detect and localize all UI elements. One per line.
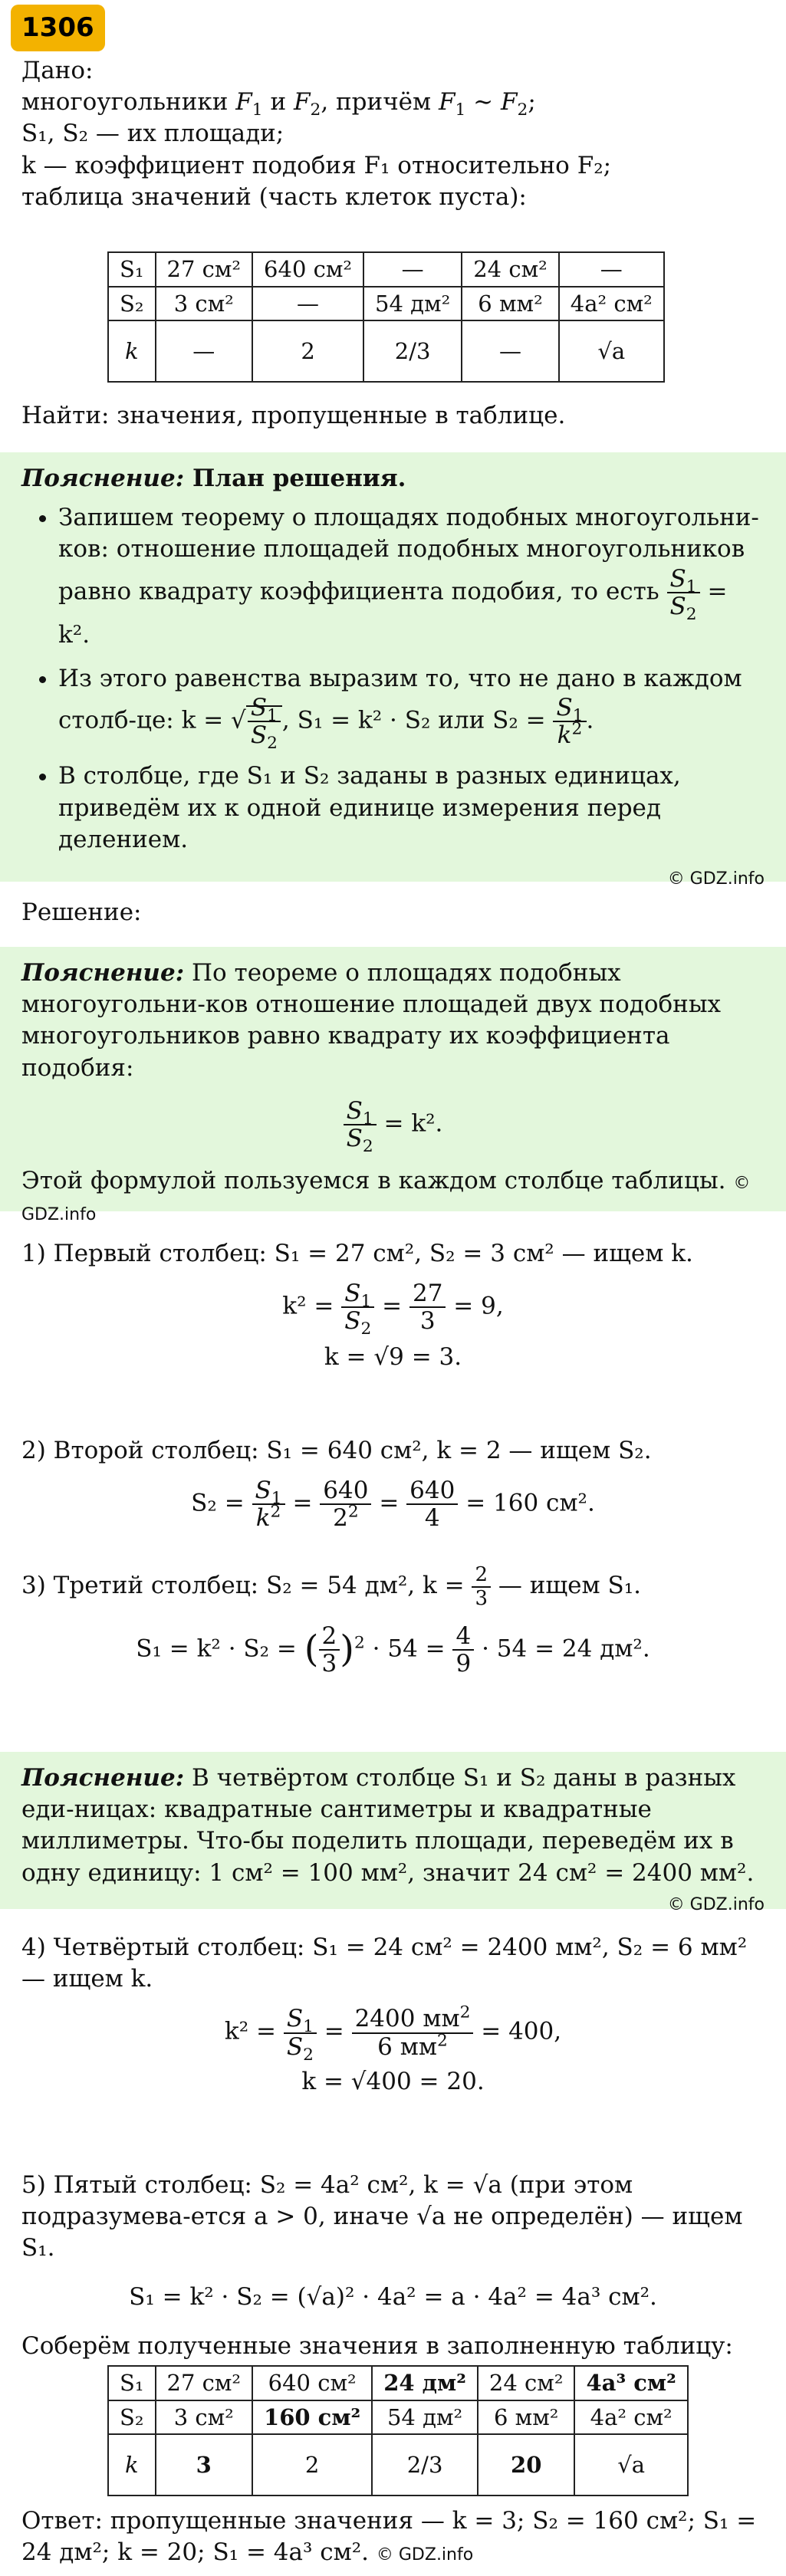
answer-line: Ответ: пропущенные значения — k = 3; S₂ = 160 см²; S₁ = 24 дм²; k = 20; S₁ = 4a³ см². © GDZ.info xyxy=(21,2507,757,2567)
table-cell: 4a³ см² xyxy=(574,2366,687,2400)
table-cell: 3 см² xyxy=(156,2400,253,2435)
given-section xyxy=(21,55,765,213)
table-cell: 3 xyxy=(156,2434,253,2496)
step-1-formula-1: k² = $\frac{S_1}{S_2}$ = $\frac{27}{3}$ = 9, xyxy=(282,1280,504,1339)
table-cell: — xyxy=(462,320,559,382)
note-box-1 xyxy=(0,947,786,1225)
given-line-4: таблица значений (часть клеток пуста): xyxy=(21,182,527,211)
step-5-text: 5) Пятый столбец: S₂ = 4a² см², k = √a (при этом подразумева-ется a > 0, иначе √a не определён) — ищем S₁. xyxy=(21,2171,743,2262)
note-1-formula: $\frac{S_1}{S_2}$ = k². xyxy=(21,1098,765,1152)
step-1 xyxy=(21,1238,765,1374)
step-5-formula: S₁ = k² · S₂ = (√a)² · 4a² = a · 4a² = 4a³ см². xyxy=(129,2282,657,2311)
table-cell: 6 мм² xyxy=(462,287,559,321)
table-cell: S₂ xyxy=(108,287,156,321)
table-cell: 27 см² xyxy=(156,252,253,287)
find-line: Найти: значения, пропущенные в таблице. xyxy=(21,402,566,429)
plan-bullet-1: • Запишем теорему о площадях подобных многоугольни-ков: отношение площадей подобных многоугольников равно квадрату коэффициента подобия, то есть $\frac{S_1}{S_2}$ = k². xyxy=(58,502,765,651)
table-cell: — xyxy=(156,320,253,382)
table-cell: k xyxy=(108,2434,156,2496)
note-1-text: Пояснение: По теореме о площадях подобных многоугольни-ков отношение площадей двух подобных многоугольников равно квадрату их коэффициента подобия: xyxy=(21,959,721,1082)
step-5 xyxy=(21,2170,765,2313)
table-cell: 24 см² xyxy=(462,252,559,287)
table-cell: 640 см² xyxy=(252,2366,372,2400)
plan-copyright: © GDZ.info xyxy=(667,869,765,889)
table-cell: — xyxy=(559,252,664,287)
table-cell: 2/3 xyxy=(363,320,462,382)
step-1-text: 1) Первый столбец: S₁ = 27 см², S₂ = 3 см² — ищем k. xyxy=(21,1240,693,1267)
step-4-formula-1: k² = $\frac{S_1}{S_2}$ = $\frac{2400 мм^2}{6 мм^2}$ = 400, xyxy=(224,2003,562,2065)
table-cell: S₁ xyxy=(108,2366,156,2400)
plan-title: Пояснение: План решения. xyxy=(21,465,406,492)
table-cell: 54 дм² xyxy=(372,2400,478,2435)
table-cell: 54 дм² xyxy=(363,287,462,321)
table-cell: k xyxy=(108,320,156,382)
table-cell: 160 см² xyxy=(252,2400,372,2435)
table-cell: 2/3 xyxy=(372,2434,478,2496)
given-line-3: k — коэффициент подобия F₁ относительно F₂; xyxy=(21,151,612,179)
step-2-formula: S₂ = $\frac{S_1}{k^2}$ = $\frac{640}{2^2}$ = $\frac{640}{4}$ = 160 см². xyxy=(191,1477,595,1533)
table-cell: √a xyxy=(574,2434,687,2496)
table-cell: 6 мм² xyxy=(478,2400,575,2435)
given-line-2: S₁, S₂ — их площади; xyxy=(21,120,284,148)
plan-bullet-2: • Из этого равенства выразим то, что не дано в каждом столб-це: k = √ $\frac{S_1}{S_2}$ , S₁ = k² · S₂ или S₂ = $\frac{S_1}{k^2}$ . xyxy=(58,663,765,748)
table-cell: S₂ xyxy=(108,2400,156,2435)
note-box-2 xyxy=(0,1752,786,1914)
step-1-formula-2: k = √9 = 3. xyxy=(324,1343,462,1372)
table-cell: 2 xyxy=(252,320,363,382)
table-cell: 24 дм² xyxy=(372,2366,478,2400)
solution-label: Решение: xyxy=(21,899,142,926)
step-3 xyxy=(21,1564,765,1677)
table-cell: 20 xyxy=(478,2434,575,2496)
step-2 xyxy=(21,1435,765,1531)
table-cell: 27 см² xyxy=(156,2366,253,2400)
note-2-copyright: © GDZ.info xyxy=(667,1894,765,1914)
table-row xyxy=(108,252,664,287)
table-cell: 24 см² xyxy=(478,2366,575,2400)
step-2-text: 2) Второй столбец: S₁ = 640 см², k = 2 — ищем S₂. xyxy=(21,1437,652,1464)
note-2-text: Пояснение: В четвёртом столбце S₁ и S₂ даны в разных еди-ницах: квадратные сантиметры и квадратные миллиметры. Что-бы поделить площади, переведём их в одну единицу: 1 см² = 100 мм², значит 24 см² = 2400 мм². xyxy=(21,1764,755,1887)
table-cell: — xyxy=(363,252,462,287)
table-row xyxy=(108,287,664,321)
table-row xyxy=(108,320,664,382)
step-4-text: 4) Четвёртый столбец: S₁ = 24 см² = 2400 мм², S₂ = 6 мм² — ищем k. xyxy=(21,1934,748,1993)
table-cell: — xyxy=(252,287,363,321)
table-cell: 3 см² xyxy=(156,287,253,321)
given-line-1: многоугольники $F_1$ и $F_2$, причём $F_1$ ∼ $F_2$; xyxy=(21,88,536,120)
collect-line: Соберём полученные значения в заполненную таблицу: xyxy=(21,2332,733,2360)
table-cell: 4a² см² xyxy=(574,2400,687,2435)
given-values-table xyxy=(107,251,665,383)
table-row xyxy=(108,2366,688,2400)
step-3-formula: S₁ = k² · S₂ = ( $\frac{2}{3}$ )$^2$ · 54 = $\frac{4}{9}$ · 54 = 24 дм². xyxy=(136,1622,650,1678)
step-4 xyxy=(21,1932,765,2098)
plan-bullet-3: • В столбце, где S₁ и S₂ заданы в разных единицах, приведём их к одной единице измерения перед делением. xyxy=(58,761,765,856)
table-cell: 640 см² xyxy=(252,252,363,287)
table-row xyxy=(108,2400,688,2435)
note-1-after: Этой формулой пользуемся в каждом столбце таблицы. © GDZ.info xyxy=(21,1167,751,1225)
problem-number-badge: 1306 xyxy=(11,5,105,51)
given-heading: Дано: xyxy=(21,57,94,84)
plan-box xyxy=(0,452,786,889)
filled-values-table xyxy=(107,2365,689,2496)
table-cell: 2 xyxy=(252,2434,372,2496)
table-cell: S₁ xyxy=(108,252,156,287)
table-cell: √a xyxy=(559,320,664,382)
table-row xyxy=(108,2434,688,2496)
step-4-formula-2: k = √400 = 20. xyxy=(301,2067,485,2095)
table-cell: 4a² см² xyxy=(559,287,664,321)
step-3-text: 3) Третий столбец: S₂ = 54 дм², k = $\frac{2}{3}$ — ищем S₁. xyxy=(21,1563,642,1610)
